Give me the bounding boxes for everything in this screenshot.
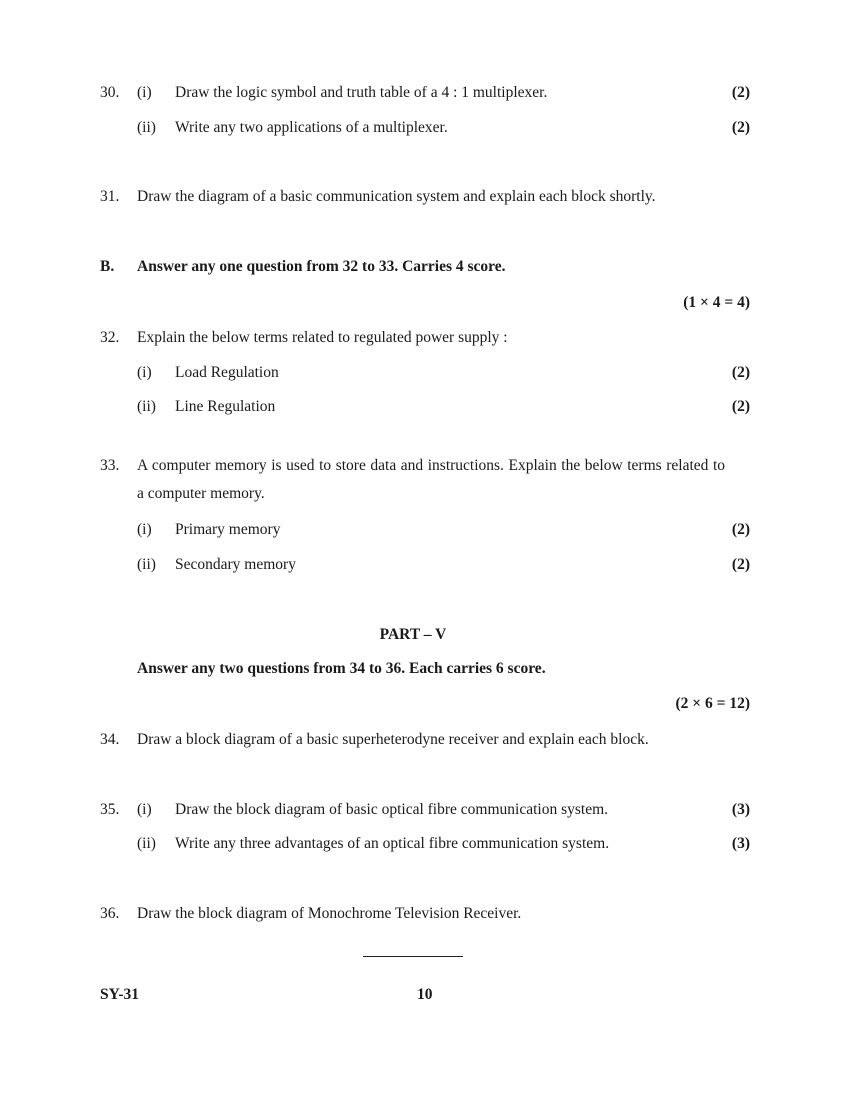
score-marks: (2)	[731, 119, 750, 136]
score-marks: (2)	[731, 398, 750, 415]
question-number: 30.	[100, 84, 120, 101]
section-instruction: Answer any two questions from 34 to 36. Each carries 6 score.	[137, 660, 546, 677]
paper-code: SY-31	[100, 986, 140, 1003]
question-text: Draw the block diagram of basic optical fibre communication system.	[175, 801, 609, 818]
subpart-marker: (ii)	[137, 398, 156, 415]
question-text: Primary memory	[175, 521, 281, 538]
subpart-marker: (i)	[137, 521, 152, 538]
score-marks: (3)	[731, 801, 750, 818]
page-number: 10	[417, 986, 433, 1003]
section-score: (1 × 4 = 4)	[683, 294, 750, 311]
question-text: Draw the block diagram of Monochrome Television Receiver.	[137, 905, 522, 922]
question-text: Load Regulation	[175, 364, 279, 381]
question-text: Write any three advantages of an optical fibre communication system.	[175, 835, 610, 852]
question-text: Draw the logic symbol and truth table of a 4 : 1 multiplexer.	[175, 84, 548, 101]
part-heading: PART – V	[379, 626, 447, 643]
question-number: 36.	[100, 905, 120, 922]
score-marks: (3)	[731, 835, 750, 852]
question-text: A computer memory is used to store data and instructions. Explain the below terms related to a computer memory.	[137, 457, 725, 502]
question-number: 32.	[100, 329, 120, 346]
question-text: Secondary memory	[175, 556, 296, 573]
question-number: 31.	[100, 188, 120, 205]
subpart-marker: (i)	[137, 801, 152, 818]
question-text: Write any two applications of a multiplexer.	[175, 119, 448, 136]
section-score: (2 × 6 = 12)	[675, 695, 750, 712]
score-marks: (2)	[731, 521, 750, 538]
end-of-paper-rule	[363, 956, 463, 957]
score-marks: (2)	[731, 556, 750, 573]
question-number: 33.	[100, 457, 120, 474]
subpart-marker: (ii)	[137, 556, 156, 573]
question-number: 35.	[100, 801, 120, 818]
subpart-marker: (i)	[137, 84, 152, 101]
question-text: Line Regulation	[175, 398, 276, 415]
section-instruction: Answer any one question from 32 to 33. Carries 4 score.	[137, 258, 506, 275]
subpart-marker: (ii)	[137, 835, 156, 852]
question-text: Draw a block diagram of a basic superheterodyne receiver and explain each block.	[137, 731, 649, 748]
subpart-marker: (ii)	[137, 119, 156, 136]
score-marks: (2)	[731, 84, 750, 101]
score-marks: (2)	[731, 364, 750, 381]
question-text: Draw the diagram of a basic communication system and explain each block shortly.	[137, 188, 656, 205]
subpart-marker: (i)	[137, 364, 152, 381]
question-text: Explain the below terms related to regulated power supply :	[137, 329, 508, 346]
section-label: B.	[100, 258, 115, 275]
question-number: 34.	[100, 731, 120, 748]
